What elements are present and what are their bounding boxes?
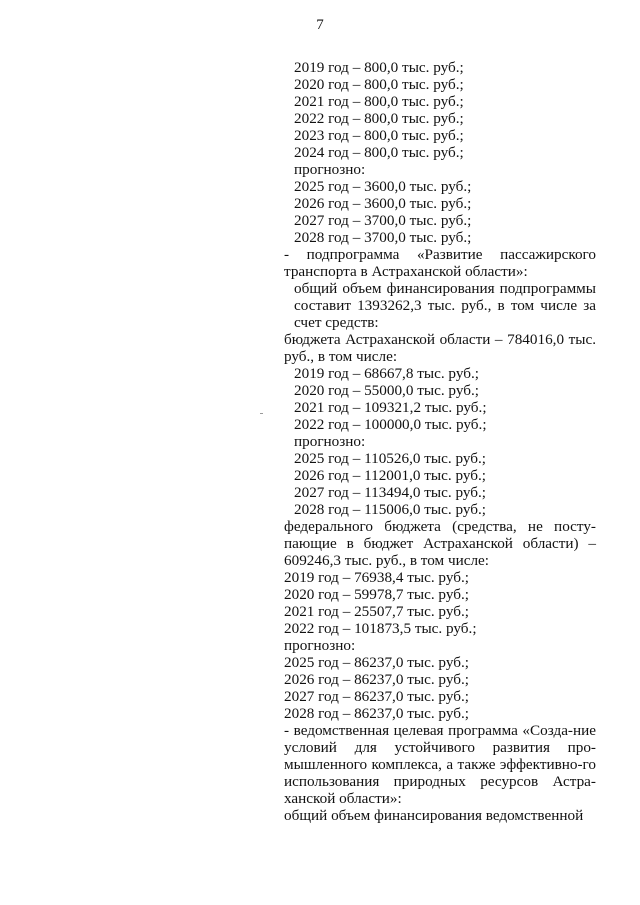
list-item: 2026 год – 86237,0 тыс. руб.; (284, 671, 469, 688)
departmental-program-total: общий объем финансирования ведомственной (284, 807, 584, 824)
list-item: 2026 год – 3600,0 тыс. руб.; (294, 195, 472, 212)
list-item: прогнозно: (294, 161, 366, 178)
list-item: 2024 год – 800,0 тыс. руб.; (294, 144, 464, 161)
list-item: 2021 год – 109321,2 тыс. руб.; (294, 399, 487, 416)
page-number: 7 (316, 17, 324, 33)
list-item: 2028 год – 86237,0 тыс. руб.; (284, 705, 469, 722)
list-item: прогнозно: (284, 637, 356, 654)
list-item: 2020 год – 55000,0 тыс. руб.; (294, 382, 479, 399)
scan-speck (260, 413, 263, 414)
list-item: 2021 год – 800,0 тыс. руб.; (294, 93, 464, 110)
subprogram-title: - подпрограмма «Развитие пассажирского транспорта в Астраханской области»: (284, 246, 596, 280)
list-item: 2028 год – 3700,0 тыс. руб.; (294, 229, 472, 246)
list-item: 2027 год – 113494,0 тыс. руб.; (294, 484, 486, 501)
list-item: 2025 год – 3600,0 тыс. руб.; (294, 178, 472, 195)
departmental-program-title: - ведомственная целевая программа «Созда-ние условий для устойчивого развития про-мышленного комплекса, а также эффективно-го использования природных ресурсов Астра-ханской области»: (284, 722, 596, 807)
list-item: 2020 год – 59978,7 тыс. руб.; (284, 586, 469, 603)
federal-budget-paragraph: федерального бюджета (средства, не посту-пающие в бюджет Астраханской области) – 609246,3 тыс. руб., в том числе: (284, 518, 596, 569)
list-item: 2027 год – 86237,0 тыс. руб.; (284, 688, 469, 705)
funding-years-list-1 (284, 59, 596, 246)
list-item: 2020 год – 800,0 тыс. руб.; (294, 76, 464, 93)
list-item: 2019 год – 800,0 тыс. руб.; (294, 59, 464, 76)
list-item: 2027 год – 3700,0 тыс. руб.; (294, 212, 472, 229)
list-item: 2022 год – 800,0 тыс. руб.; (294, 110, 464, 127)
list-item: 2026 год – 112001,0 тыс. руб.; (294, 467, 486, 484)
regional-budget-paragraph: бюджета Астраханской области – 784016,0 тыс. руб., в том числе: (284, 331, 596, 365)
list-item: 2021 год – 25507,7 тыс. руб.; (284, 603, 469, 620)
federal-years-list (284, 569, 596, 722)
list-item: 2025 год – 86237,0 тыс. руб.; (284, 654, 469, 671)
list-item: 2028 год – 115006,0 тыс. руб.; (294, 501, 486, 518)
document-body (284, 59, 596, 824)
list-item: 2019 год – 76938,4 тыс. руб.; (284, 569, 469, 586)
list-item: 2022 год – 101873,5 тыс. руб.; (284, 620, 477, 637)
subprogram-total: общий объем финансирования подпрограммы составит 1393262,3 тыс. руб., в том числе за счет средств: (294, 280, 596, 331)
list-item: 2023 год – 800,0 тыс. руб.; (294, 127, 464, 144)
list-item: 2022 год – 100000,0 тыс. руб.; (294, 416, 487, 433)
list-item: 2025 год – 110526,0 тыс. руб.; (294, 450, 486, 467)
list-item: 2019 год – 68667,8 тыс. руб.; (294, 365, 479, 382)
list-item: прогнозно: (294, 433, 366, 450)
regional-years-list (284, 365, 596, 518)
